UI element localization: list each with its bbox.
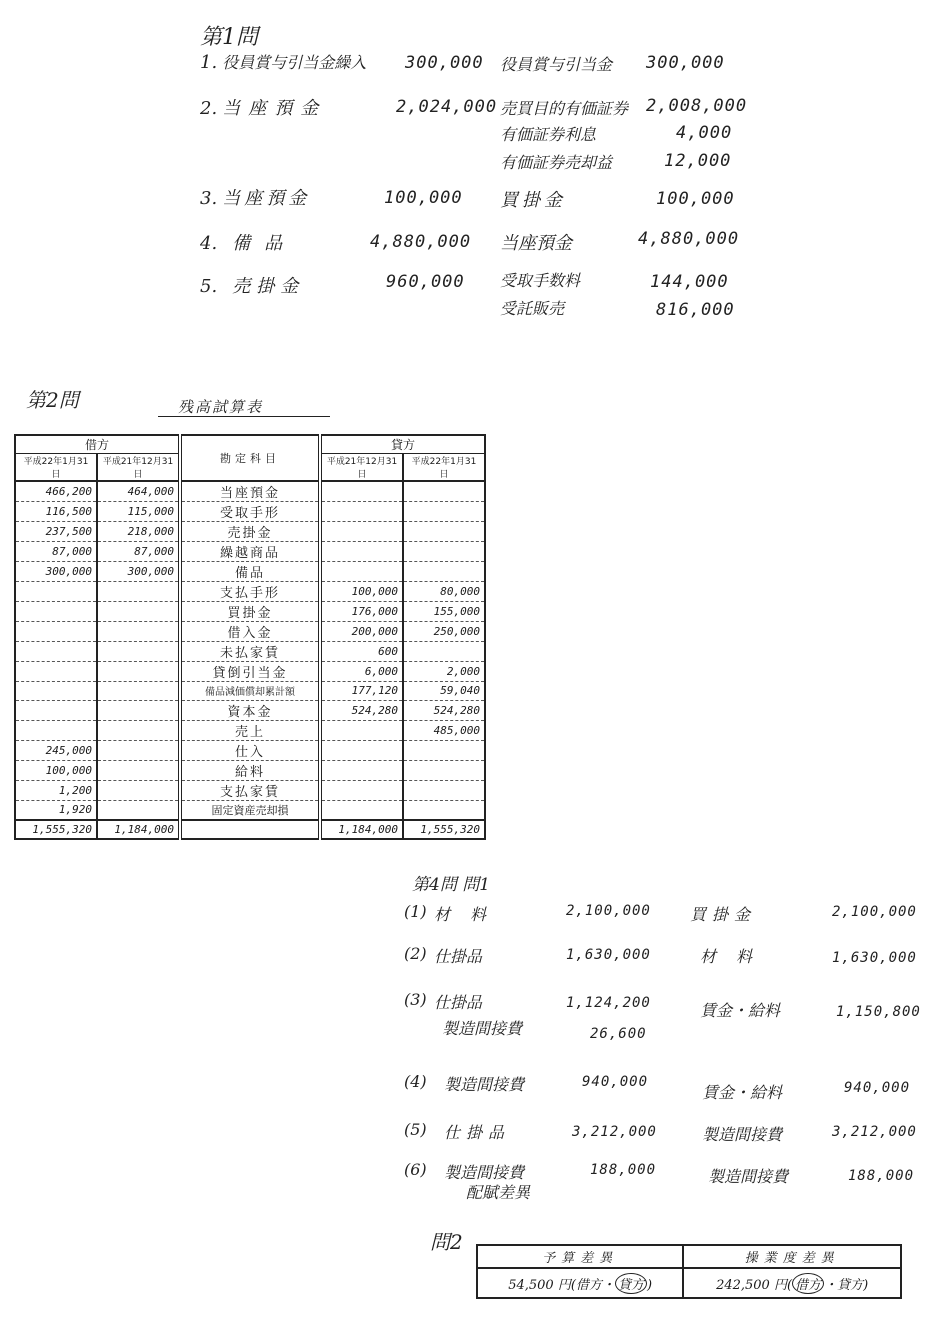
q1-debit-account: 役員賞与引当金繰入 [222,53,367,72]
credit-cell: 200,000 [320,622,403,642]
q4-credit-account: 賃金・給料 [702,1083,783,1102]
q2-title-underline [158,416,330,417]
debit-cell: 115,000 [97,502,180,522]
col-debit-1: 平成22年1月31日 [15,454,97,482]
credit-cell: 600 [320,642,403,662]
q4-debit-account: 仕掛品 [434,947,483,966]
unit-open: 円( [557,1277,576,1293]
table-row [15,522,485,542]
q1-credit-amount: 4,880,000 [638,229,740,249]
table-row [15,542,485,562]
account-cell: 売掛金 [180,522,320,542]
table-row [15,582,485,602]
credit-cell [320,562,403,582]
debit-cell: 245,000 [15,740,97,760]
q1-debit-amount: 960,000 [386,272,465,292]
q4-debit-amount: 3,212,000 [572,1124,657,1140]
unit-open: 円( [773,1277,793,1293]
table-row [15,602,485,622]
q4-debit-amount: 1,630,000 [566,947,651,963]
budget-variance-header: 予算差異 [477,1245,683,1268]
debit-cell [97,622,180,642]
q1-credit-account: 売買目的有価証券 [500,99,629,118]
header-account: 勘定科目 [180,435,320,481]
credit-cell [403,522,485,542]
q1-debit-amount: 2,024,000 [396,97,498,117]
q4-credit-account: 材料 [700,947,773,966]
account-cell: 固定資産売却損 [180,800,320,819]
q1-entry-3 [200,184,310,210]
q1-debit-account: 当座預金 [222,98,327,119]
q4-credit-amount: 188,000 [848,1168,915,1184]
credit-cell: 524,280 [403,700,485,720]
account-cell: 貸倒引当金 [180,662,320,682]
debit-cell: 464,000 [97,481,180,502]
q1-debit-amount: 100,000 [384,188,463,208]
debit-cell [97,740,180,760]
debit-cell [15,602,97,622]
q1-credit-account: 役員賞与引当金 [500,55,613,74]
separator: ・ [601,1277,615,1293]
q4-credit-amount: 1,150,800 [836,1004,921,1020]
totals-row [15,820,485,840]
account-cell: 資本金 [180,700,320,720]
q1-credit-amount: 300,000 [646,53,725,73]
q1-debit-account: 備品 [232,233,297,254]
q4-entry-no: (6) [404,1160,427,1179]
table-row [15,682,485,701]
table-row [15,481,485,502]
debit-cell [97,682,180,701]
q1-entry-no: 3. [200,188,218,209]
credit-cell [320,522,403,542]
table-row [15,740,485,760]
debit-cell [15,642,97,662]
q1-credit-account: 有価証券売却益 [500,153,613,172]
credit-cell [403,481,485,502]
credit-cell [403,562,485,582]
account-cell: 備品減価償却累計額 [180,682,320,701]
debit-option: 借方 [575,1277,602,1293]
q1-credit-amount: 100,000 [656,189,735,209]
debit-total: 1,555,320 [15,820,97,840]
table-row [15,720,485,740]
credit-cell [403,800,485,819]
volume-variance-value: 242,500 [716,1277,770,1293]
q1-entry-1 [200,50,366,73]
account-total-cell [180,820,320,840]
credit-option-circled: 貸方 [615,1273,647,1294]
credit-cell [320,800,403,819]
credit-cell [320,760,403,780]
debit-cell: 87,000 [15,542,97,562]
credit-cell [403,502,485,522]
table-row [15,780,485,800]
q4-debit-amount: 940,000 [582,1074,649,1090]
q4-credit-amount: 940,000 [844,1080,911,1096]
account-cell: 買掛金 [180,602,320,622]
q4-debit-account: 配賦差異 [466,1183,531,1202]
table-row [15,800,485,819]
q4-debit-amount: 26,600 [590,1026,647,1042]
credit-cell: 6,000 [320,662,403,682]
debit-cell [15,700,97,720]
col-debit-2: 平成21年12月31日 [97,454,180,482]
q4-debit-amount: 2,100,000 [566,903,651,919]
close-paren: ) [863,1277,869,1293]
budget-variance-cell [477,1268,683,1298]
debit-cell: 300,000 [15,562,97,582]
q4-credit-amount: 2,100,000 [832,904,917,920]
table-row [15,502,485,522]
q4-entry-no: (4) [404,1072,427,1091]
debit-cell [97,642,180,662]
q4-entry-no: (3) [404,990,427,1009]
table-row [15,662,485,682]
volume-variance-cell [683,1268,901,1298]
budget-variance-value: 54,500 [508,1277,554,1293]
debit-cell [15,720,97,740]
credit-cell: 176,000 [320,602,403,622]
q4-entry-no: (5) [404,1120,427,1139]
credit-cell: 524,280 [320,700,403,720]
q1-credit-account: 買掛金 [500,190,566,211]
account-cell: 支払手形 [180,582,320,602]
table-row [15,700,485,720]
q1-debit-account: 売掛金 [232,276,305,297]
close-paren: ) [646,1277,653,1293]
q4-credit-account: 製造間接費 [708,1167,789,1186]
table-row [15,760,485,780]
debit-cell: 87,000 [97,542,180,562]
credit-cell [320,740,403,760]
q4-debit-account: 製造間接費 [442,1019,523,1038]
credit-cell: 177,120 [320,682,403,701]
q4-q2-title: 問2 [430,1230,463,1254]
credit-cell [320,481,403,502]
q1-credit-amount: 144,000 [650,272,729,292]
q4-credit-account: 賃金・給料 [700,1001,781,1020]
credit-cell [320,502,403,522]
q4-debit-account: 仕掛品 [434,993,483,1012]
q1-credit-amount: 816,000 [656,300,735,320]
debit-cell: 237,500 [15,522,97,542]
q1-credit-account: 受取手数料 [500,271,581,290]
q1-entry-5 [200,272,304,298]
account-cell: 借入金 [180,622,320,642]
debit-cell [97,602,180,622]
credit-cell [403,740,485,760]
credit-cell [403,642,485,662]
header-debit: 借方 [15,435,180,454]
variance-table [476,1244,902,1299]
account-cell: 給料 [180,760,320,780]
debit-cell: 116,500 [15,502,97,522]
debit-total: 1,184,000 [97,820,180,840]
q4-entry-no: (2) [404,944,427,963]
account-cell: 繰越商品 [180,542,320,562]
debit-cell [97,662,180,682]
credit-cell [320,720,403,740]
account-cell: 支払家賃 [180,780,320,800]
credit-total: 1,555,320 [403,820,485,840]
debit-cell [97,760,180,780]
q2-title: 第2問 [26,388,79,412]
credit-cell: 250,000 [403,622,485,642]
q1-credit-account: 有価証券利息 [500,125,597,144]
q2-table-title: 残高試算表 [178,398,264,416]
account-cell: 受取手形 [180,502,320,522]
col-credit-2: 平成22年1月31日 [403,454,485,482]
q4-debit-account: 製造間接費 [444,1075,525,1094]
credit-cell: 485,000 [403,720,485,740]
credit-cell: 155,000 [403,602,485,622]
credit-cell [320,780,403,800]
account-cell: 仕入 [180,740,320,760]
debit-cell: 1,920 [15,800,97,819]
q4-debit-account: 製造間接費 [444,1163,525,1182]
table-row [15,622,485,642]
credit-cell [403,760,485,780]
credit-cell: 59,040 [403,682,485,701]
debit-cell [97,582,180,602]
q4-debit-account: 材料 [434,905,507,924]
q1-entry-4 [200,229,296,255]
q1-debit-amount: 300,000 [405,53,484,73]
volume-variance-header: 操業度差異 [683,1245,901,1268]
q4-credit-amount: 3,212,000 [832,1124,917,1140]
q4-credit-amount: 1,630,000 [832,950,917,966]
trial-balance-table [14,434,486,840]
debit-cell [97,800,180,819]
q4-entry-no: (1) [404,902,427,921]
q1-entry-no: 4. [200,233,218,254]
debit-cell [97,700,180,720]
account-cell: 未払家賃 [180,642,320,662]
debit-option-circled: 借方 [792,1273,824,1294]
q1-title: 第1問 [200,25,258,50]
debit-cell [15,662,97,682]
q4-credit-account: 買掛金 [690,905,757,924]
q1-entry-no: 5. [200,276,218,297]
q4-credit-account: 製造間接費 [702,1125,783,1144]
credit-cell: 100,000 [320,582,403,602]
q4-debit-amount: 188,000 [590,1162,657,1178]
debit-cell [97,720,180,740]
account-cell: 売上 [180,720,320,740]
debit-cell: 466,200 [15,481,97,502]
debit-cell: 218,000 [97,522,180,542]
credit-cell [320,542,403,562]
credit-option: 貸方 [837,1277,864,1293]
credit-cell [403,542,485,562]
col-credit-1: 平成21年12月31日 [320,454,403,482]
q4-debit-account: 仕掛品 [444,1123,511,1142]
account-cell: 当座預金 [180,481,320,502]
q1-debit-account: 当座預金 [222,188,311,209]
q1-entry-no: 2. [200,98,218,119]
q1-credit-amount: 4,000 [676,123,733,143]
debit-cell [15,682,97,701]
q4-title: 第4問 問1 [412,875,491,895]
debit-cell [15,622,97,642]
separator: ・ [824,1277,838,1293]
q1-credit-account: 当座預金 [500,233,572,254]
credit-cell: 80,000 [403,582,485,602]
credit-cell [403,780,485,800]
q1-entry-no: 1. [200,52,218,73]
q1-credit-amount: 2,008,000 [646,96,748,116]
credit-cell: 2,000 [403,662,485,682]
q1-entry-2 [200,94,326,120]
debit-cell: 1,200 [15,780,97,800]
q4-debit-amount: 1,124,200 [566,995,651,1011]
table-row [15,562,485,582]
q1-debit-amount: 4,880,000 [370,232,472,252]
credit-total: 1,184,000 [320,820,403,840]
account-cell: 備品 [180,562,320,582]
debit-cell [97,780,180,800]
header-credit: 貸方 [320,435,485,454]
debit-cell: 300,000 [97,562,180,582]
debit-cell: 100,000 [15,760,97,780]
q1-credit-amount: 12,000 [664,151,732,171]
debit-cell [15,582,97,602]
q1-credit-account: 受託販売 [500,299,565,318]
table-row [15,642,485,662]
